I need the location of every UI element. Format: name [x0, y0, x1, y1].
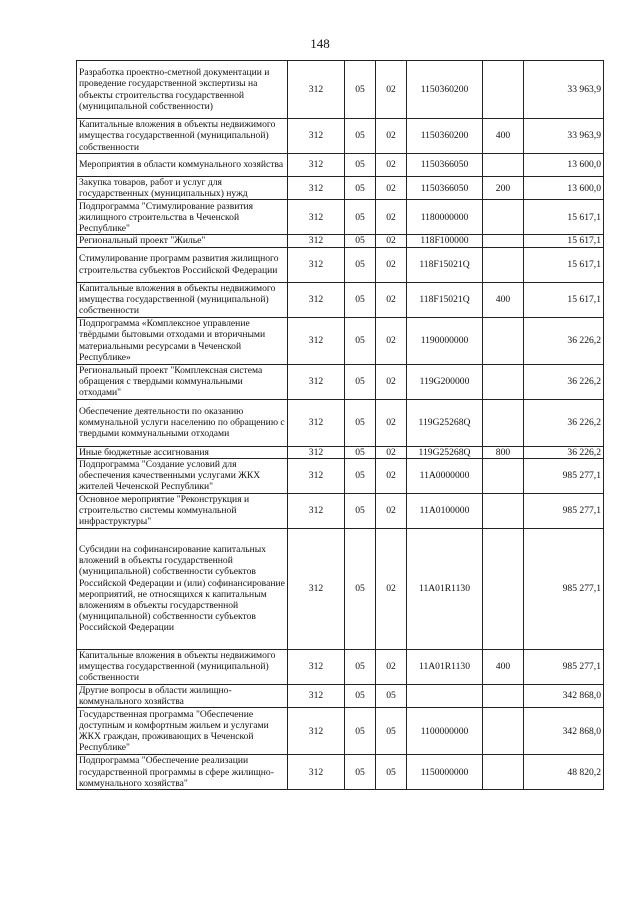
subsection-code: 05 [376, 684, 407, 707]
row-name: Мероприятия в области коммунального хозяйства [77, 154, 288, 177]
amount: 33 963,9 [524, 61, 604, 119]
section-code: 05 [345, 649, 376, 684]
expense-type-code [483, 247, 524, 282]
amount: 48 820,2 [524, 755, 604, 790]
target-article-code: 11А0000000 [407, 458, 483, 493]
subsection-code: 02 [376, 528, 407, 649]
row-name: Подпрограмма "Стимулирование развития жилищного строительства в Чеченской Республике" [77, 200, 288, 235]
ministry-code: 312 [288, 282, 345, 317]
table-row [77, 684, 604, 707]
subsection-code: 02 [376, 200, 407, 235]
section-code: 05 [345, 493, 376, 528]
expense-type-code: 400 [483, 119, 524, 154]
expense-type-code: 400 [483, 649, 524, 684]
amount: 342 868,0 [524, 708, 604, 755]
table-row [77, 282, 604, 317]
expense-type-code [483, 755, 524, 790]
target-article-code: 119G25268Q [407, 446, 483, 458]
row-name: Другие вопросы в области жилищно-коммунального хозяйства [77, 684, 288, 707]
row-name: Капитальные вложения в объекты недвижимого имущества государственной (муниципальной) собственности [77, 119, 288, 154]
subsection-code: 02 [376, 177, 407, 200]
row-name: Подпрограмма "Создание условий для обеспечения качественными услугами ЖКХ жителей Чеченской Республики" [77, 458, 288, 493]
ministry-code: 312 [288, 154, 345, 177]
expense-type-code: 400 [483, 282, 524, 317]
amount: 985 277,1 [524, 528, 604, 649]
section-code: 05 [345, 364, 376, 399]
ministry-code: 312 [288, 684, 345, 707]
amount: 342 868,0 [524, 684, 604, 707]
row-name: Обеспечение деятельности по оказанию коммунальной услуги населению по обращению с твердыми коммунальными отходами [77, 399, 288, 446]
ministry-code: 312 [288, 446, 345, 458]
subsection-code: 02 [376, 364, 407, 399]
row-name: Подпрограмма «Комплексное управление твёрдыми бытовыми отходами и вторичными материальными ресурсами в Чеченской Республике» [77, 317, 288, 364]
subsection-code: 02 [376, 282, 407, 317]
amount: 36 226,2 [524, 317, 604, 364]
ministry-code: 312 [288, 755, 345, 790]
target-article-code: 1150360200 [407, 119, 483, 154]
ministry-code: 312 [288, 61, 345, 119]
row-name: Иные бюджетные ассигнования [77, 446, 288, 458]
amount: 985 277,1 [524, 649, 604, 684]
expense-type-code [483, 200, 524, 235]
subsection-code: 02 [376, 61, 407, 119]
section-code: 05 [345, 458, 376, 493]
ministry-code: 312 [288, 458, 345, 493]
amount: 33 963,9 [524, 119, 604, 154]
subsection-code: 02 [376, 154, 407, 177]
amount: 15 617,1 [524, 235, 604, 247]
table-row [77, 154, 604, 177]
row-name: Закупка товаров, работ и услуг для государственных (муниципальных) нужд [77, 177, 288, 200]
table-row [77, 317, 604, 364]
row-name: Региональный проект "Жилье" [77, 235, 288, 247]
expense-type-code [483, 364, 524, 399]
amount: 36 226,2 [524, 399, 604, 446]
target-article-code: 119G200000 [407, 364, 483, 399]
table-row [77, 364, 604, 399]
ministry-code: 312 [288, 235, 345, 247]
amount: 36 226,2 [524, 364, 604, 399]
ministry-code: 312 [288, 528, 345, 649]
section-code: 05 [345, 399, 376, 446]
row-name: Региональный проект "Комплексная система обращения с твердыми коммунальными отходами" [77, 364, 288, 399]
section-code: 05 [345, 684, 376, 707]
section-code: 05 [345, 61, 376, 119]
budget-table [76, 60, 604, 790]
table-row [77, 247, 604, 282]
expense-type-code: 800 [483, 446, 524, 458]
amount: 13 600,0 [524, 154, 604, 177]
table-row [77, 649, 604, 684]
page-number: 148 [310, 36, 330, 51]
section-code: 05 [345, 200, 376, 235]
section-code: 05 [345, 282, 376, 317]
target-article-code: 1180000000 [407, 200, 483, 235]
expense-type-code [483, 154, 524, 177]
section-code: 05 [345, 235, 376, 247]
target-article-code: 1150366050 [407, 154, 483, 177]
row-name: Подпрограмма "Обеспечение реализации государственной программы в сфере жилищно-коммунального хозяйства" [77, 755, 288, 790]
target-article-code: 118F100000 [407, 235, 483, 247]
expense-type-code [483, 317, 524, 364]
target-article-code [407, 684, 483, 707]
table-row [77, 708, 604, 755]
target-article-code: 1150000000 [407, 755, 483, 790]
section-code: 05 [345, 528, 376, 649]
subsection-code: 05 [376, 708, 407, 755]
amount: 15 617,1 [524, 247, 604, 282]
amount: 15 617,1 [524, 200, 604, 235]
expense-type-code [483, 528, 524, 649]
amount: 13 600,0 [524, 177, 604, 200]
subsection-code: 02 [376, 399, 407, 446]
table-row [77, 61, 604, 119]
section-code: 05 [345, 119, 376, 154]
table-row [77, 493, 604, 528]
subsection-code: 02 [376, 235, 407, 247]
section-code: 05 [345, 317, 376, 364]
table-row [77, 458, 604, 493]
target-article-code: 11А0100000 [407, 493, 483, 528]
table-row [77, 235, 604, 247]
section-code: 05 [345, 154, 376, 177]
expense-type-code [483, 684, 524, 707]
target-article-code: 1190000000 [407, 317, 483, 364]
row-name: Разработка проектно-сметной документации и проведение государственной экспертизы на объекты строительства государственной (муниципальной собственности) [77, 61, 288, 119]
ministry-code: 312 [288, 317, 345, 364]
table-row [77, 755, 604, 790]
target-article-code: 11А01R1130 [407, 528, 483, 649]
expense-type-code [483, 493, 524, 528]
expense-type-code [483, 399, 524, 446]
section-code: 05 [345, 446, 376, 458]
table-row [77, 119, 604, 154]
ministry-code: 312 [288, 119, 345, 154]
subsection-code: 02 [376, 493, 407, 528]
table-row [77, 446, 604, 458]
subsection-code: 02 [376, 247, 407, 282]
ministry-code: 312 [288, 399, 345, 446]
subsection-code: 02 [376, 317, 407, 364]
ministry-code: 312 [288, 493, 345, 528]
section-code: 05 [345, 247, 376, 282]
expense-type-code [483, 458, 524, 493]
ministry-code: 312 [288, 364, 345, 399]
row-name: Государственная программа "Обеспечение доступным и комфортным жильем и услугами ЖКХ граждан, проживающих в Чеченской Республике" [77, 708, 288, 755]
ministry-code: 312 [288, 200, 345, 235]
subsection-code: 02 [376, 649, 407, 684]
target-article-code: 1150360200 [407, 61, 483, 119]
amount: 36 226,2 [524, 446, 604, 458]
target-article-code: 119G25268Q [407, 399, 483, 446]
target-article-code: 11А01R1130 [407, 649, 483, 684]
amount: 985 277,1 [524, 458, 604, 493]
expense-type-code: 200 [483, 177, 524, 200]
section-code: 05 [345, 755, 376, 790]
target-article-code: 1100000000 [407, 708, 483, 755]
subsection-code: 02 [376, 446, 407, 458]
table-row [77, 177, 604, 200]
amount: 15 617,1 [524, 282, 604, 317]
row-name: Капитальные вложения в объекты недвижимого имущества государственной (муниципальной) собственности [77, 649, 288, 684]
subsection-code: 02 [376, 119, 407, 154]
table-row [77, 528, 604, 649]
target-article-code: 118F15021Q [407, 282, 483, 317]
section-code: 05 [345, 177, 376, 200]
row-name: Субсидии на софинансирование капитальных вложений в объекты государственной (муниципальной) собственности субъектов Российской Федерации и (или) софинансирование мероприятий, не относящихся к капитальным вложениям в объекты государственной (муниципальной) собственности субъектов Российской Федерации [77, 528, 288, 649]
ministry-code: 312 [288, 177, 345, 200]
subsection-code: 05 [376, 755, 407, 790]
expense-type-code [483, 61, 524, 119]
table-row [77, 399, 604, 446]
expense-type-code [483, 708, 524, 755]
amount: 985 277,1 [524, 493, 604, 528]
target-article-code: 1150366050 [407, 177, 483, 200]
ministry-code: 312 [288, 247, 345, 282]
table-row [77, 200, 604, 235]
expense-type-code [483, 235, 524, 247]
row-name: Капитальные вложения в объекты недвижимого имущества государственной (муниципальной) собственности [77, 282, 288, 317]
target-article-code: 118F15021Q [407, 247, 483, 282]
ministry-code: 312 [288, 708, 345, 755]
ministry-code: 312 [288, 649, 345, 684]
row-name: Стимулирование программ развития жилищного строительства субъектов Российской Федерации [77, 247, 288, 282]
section-code: 05 [345, 708, 376, 755]
subsection-code: 02 [376, 458, 407, 493]
row-name: Основное мероприятие "Реконструкция и строительство системы коммунальной инфраструктуры" [77, 493, 288, 528]
